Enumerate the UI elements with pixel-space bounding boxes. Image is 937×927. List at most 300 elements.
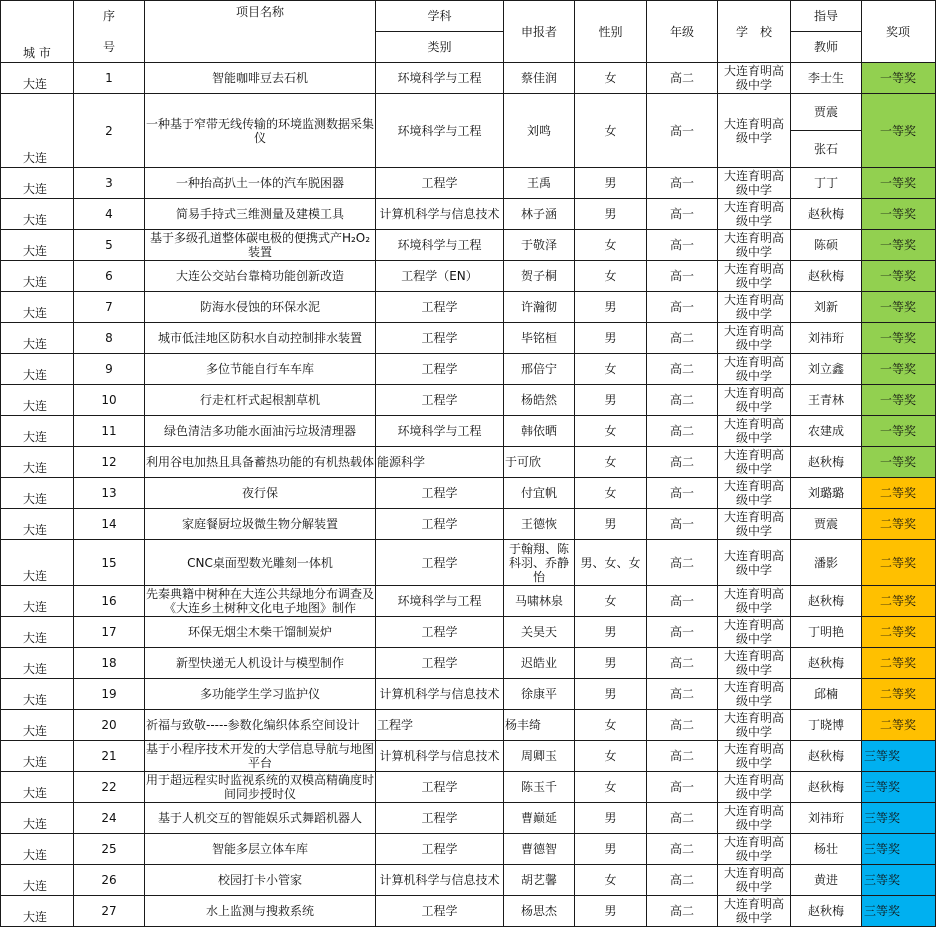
cell-gender: 男 (575, 292, 647, 323)
cell-advisor: 赵秋梅 (791, 261, 862, 292)
table-row (1, 679, 936, 710)
cell-gender: 女 (575, 94, 647, 168)
header-subject-top: 学科 (376, 1, 504, 32)
cell-no: 18 (74, 648, 145, 679)
table-row (1, 834, 936, 865)
cell-school: 大连育明高级中学 (718, 648, 791, 679)
cell-gender: 男 (575, 648, 647, 679)
cell-grade: 高二 (647, 416, 718, 447)
cell-city: 大连 (1, 540, 74, 586)
table-row (1, 447, 936, 478)
cell-name: 绿色清洁多功能水面油污垃圾清理器 (145, 416, 376, 447)
cell-no: 13 (74, 478, 145, 509)
cell-award: 三等奖 (862, 772, 936, 803)
cell-name: 校园打卡小管家 (145, 865, 376, 896)
cell-gender: 男 (575, 323, 647, 354)
cell-applicant: 许瀚彻 (504, 292, 575, 323)
cell-award: 二等奖 (862, 478, 936, 509)
cell-applicant: 关昊天 (504, 617, 575, 648)
cell-no: 14 (74, 509, 145, 540)
cell-grade: 高一 (647, 478, 718, 509)
cell-advisor: 张石 (791, 131, 862, 168)
cell-city: 大连 (1, 896, 74, 927)
cell-subject: 工程学 (376, 385, 504, 416)
cell-subject: 工程学 (376, 896, 504, 927)
header-gender: 性别 (575, 1, 647, 63)
header-grade: 年级 (647, 1, 718, 63)
cell-gender: 男 (575, 168, 647, 199)
cell-subject: 环境科学与工程 (376, 230, 504, 261)
cell-no: 16 (74, 586, 145, 617)
cell-city: 大连 (1, 94, 74, 168)
table-row (1, 741, 936, 772)
cell-grade: 高二 (647, 354, 718, 385)
table-row (1, 540, 936, 586)
cell-advisor: 丁丁 (791, 168, 862, 199)
cell-city: 大连 (1, 741, 74, 772)
cell-grade: 高一 (647, 199, 718, 230)
cell-award: 二等奖 (862, 509, 936, 540)
cell-gender: 女 (575, 416, 647, 447)
cell-applicant: 杨丰绮 (504, 710, 575, 741)
cell-no: 12 (74, 447, 145, 478)
cell-subject: 工程学 (376, 617, 504, 648)
cell-applicant: 蔡佳润 (504, 63, 575, 94)
table-row (1, 168, 936, 199)
cell-no: 21 (74, 741, 145, 772)
cell-city: 大连 (1, 63, 74, 94)
cell-applicant: 陈玉千 (504, 772, 575, 803)
cell-advisor: 贾震 (791, 94, 862, 131)
cell-subject: 计算机科学与信息技术 (376, 865, 504, 896)
cell-no: 20 (74, 710, 145, 741)
cell-subject: 环境科学与工程 (376, 416, 504, 447)
cell-gender: 男 (575, 803, 647, 834)
cell-no: 10 (74, 385, 145, 416)
cell-grade: 高二 (647, 741, 718, 772)
table-row (1, 896, 936, 927)
cell-award: 三等奖 (862, 803, 936, 834)
cell-name: 智能咖啡豆去石机 (145, 63, 376, 94)
cell-no: 8 (74, 323, 145, 354)
cell-gender: 女 (575, 354, 647, 385)
cell-applicant: 毕铭桓 (504, 323, 575, 354)
cell-no: 15 (74, 540, 145, 586)
cell-name: 多位节能自行车车库 (145, 354, 376, 385)
cell-city: 大连 (1, 586, 74, 617)
cell-award: 三等奖 (862, 896, 936, 927)
cell-advisor: 刘祎珩 (791, 323, 862, 354)
cell-gender: 女 (575, 741, 647, 772)
cell-no: 24 (74, 803, 145, 834)
cell-school: 大连育明高级中学 (718, 261, 791, 292)
cell-award: 一等奖 (862, 385, 936, 416)
cell-applicant: 徐康平 (504, 679, 575, 710)
cell-award: 一等奖 (862, 63, 936, 94)
table-row (1, 292, 936, 323)
table-row (1, 865, 936, 896)
cell-school: 大连育明高级中学 (718, 586, 791, 617)
cell-city: 大连 (1, 803, 74, 834)
cell-city: 大连 (1, 416, 74, 447)
cell-award: 三等奖 (862, 865, 936, 896)
cell-no: 4 (74, 199, 145, 230)
cell-school: 大连育明高级中学 (718, 509, 791, 540)
cell-advisor: 贾震 (791, 509, 862, 540)
cell-name: 简易手持式三维测量及建模工具 (145, 199, 376, 230)
cell-city: 大连 (1, 679, 74, 710)
cell-no: 6 (74, 261, 145, 292)
cell-advisor: 赵秋梅 (791, 447, 862, 478)
cell-subject: 工程学 (376, 772, 504, 803)
cell-applicant: 王禹 (504, 168, 575, 199)
cell-gender: 男 (575, 834, 647, 865)
cell-name: 一种抬高扒土一体的汽车脱困器 (145, 168, 376, 199)
cell-applicant: 于敬泽 (504, 230, 575, 261)
cell-no: 2 (74, 94, 145, 168)
cell-grade: 高一 (647, 617, 718, 648)
cell-applicant: 胡艺馨 (504, 865, 575, 896)
cell-school: 大连育明高级中学 (718, 617, 791, 648)
cell-grade: 高二 (647, 896, 718, 927)
cell-city: 大连 (1, 834, 74, 865)
cell-grade: 高二 (647, 447, 718, 478)
cell-grade: 高二 (647, 385, 718, 416)
cell-subject: 工程学 (376, 540, 504, 586)
cell-applicant: 林子涵 (504, 199, 575, 230)
cell-award: 三等奖 (862, 834, 936, 865)
cell-school: 大连育明高级中学 (718, 199, 791, 230)
cell-gender: 男 (575, 896, 647, 927)
cell-name: 环保无烟尘木柴干馏制炭炉 (145, 617, 376, 648)
cell-award: 二等奖 (862, 710, 936, 741)
cell-school: 大连育明高级中学 (718, 741, 791, 772)
cell-award: 一等奖 (862, 199, 936, 230)
table-row (1, 94, 936, 131)
cell-city: 大连 (1, 168, 74, 199)
cell-no: 19 (74, 679, 145, 710)
cell-city: 大连 (1, 478, 74, 509)
cell-applicant: 于翰翔、陈科羽、乔静怡 (504, 540, 575, 586)
cell-grade: 高一 (647, 509, 718, 540)
cell-grade: 高二 (647, 710, 718, 741)
cell-applicant: 马啸林泉 (504, 586, 575, 617)
cell-name: 家庭餐厨垃圾微生物分解装置 (145, 509, 376, 540)
cell-city: 大连 (1, 772, 74, 803)
table-row (1, 416, 936, 447)
cell-city: 大连 (1, 648, 74, 679)
cell-applicant: 王德恢 (504, 509, 575, 540)
header-seq-top: 序 (74, 1, 145, 32)
cell-no: 25 (74, 834, 145, 865)
cell-gender: 女 (575, 230, 647, 261)
cell-city: 大连 (1, 323, 74, 354)
cell-gender: 女 (575, 865, 647, 896)
cell-school: 大连育明高级中学 (718, 416, 791, 447)
cell-applicant: 邢倍宁 (504, 354, 575, 385)
header-seq-bottom: 号 (74, 32, 145, 63)
cell-no: 27 (74, 896, 145, 927)
cell-school: 大连育明高级中学 (718, 540, 791, 586)
table-row (1, 648, 936, 679)
cell-advisor: 农建成 (791, 416, 862, 447)
cell-name: 基于多级孔道整体碳电极的便携式产H₂O₂装置 (145, 230, 376, 261)
cell-school: 大连育明高级中学 (718, 63, 791, 94)
cell-award: 一等奖 (862, 230, 936, 261)
cell-gender: 男 (575, 199, 647, 230)
cell-name: 多功能学生学习监护仪 (145, 679, 376, 710)
cell-name: 先秦典籍中树种在大连公共绿地分布调查及《大连乡土树种文化电子地图》制作 (146, 587, 375, 615)
cell-gender: 女 (575, 261, 647, 292)
cell-advisor: 刘立鑫 (791, 354, 862, 385)
cell-award: 一等奖 (862, 292, 936, 323)
cell-grade: 高一 (647, 168, 718, 199)
table-row (1, 478, 936, 509)
cell-applicant: 贺子桐 (504, 261, 575, 292)
cell-name: 大连公交站台靠椅功能创新改造 (145, 261, 376, 292)
cell-no: 1 (74, 63, 145, 94)
cell-subject: 工程学 (376, 292, 504, 323)
cell-city: 大连 (1, 509, 74, 540)
cell-city: 大连 (1, 617, 74, 648)
cell-school: 大连育明高级中学 (718, 230, 791, 261)
cell-name: 利用谷电加热且具备蓄热功能的有机热载体 (145, 447, 376, 478)
cell-no: 11 (74, 416, 145, 447)
cell-subject: 工程学 (376, 354, 504, 385)
header-subject-bottom: 类别 (376, 32, 504, 63)
cell-award: 一等奖 (862, 416, 936, 447)
cell-city: 大连 (1, 385, 74, 416)
cell-applicant: 韩依晒 (504, 416, 575, 447)
cell-no: 7 (74, 292, 145, 323)
cell-school: 大连育明高级中学 (718, 896, 791, 927)
cell-grade: 高一 (647, 772, 718, 803)
table-row (1, 509, 936, 540)
cell-advisor: 潘影 (791, 540, 862, 586)
cell-gender: 女 (575, 478, 647, 509)
table-row (1, 710, 936, 741)
table-row (1, 230, 936, 261)
cell-gender: 女 (575, 772, 647, 803)
header-project: 项目名称 (145, 1, 376, 63)
cell-subject: 工程学 (376, 648, 504, 679)
cell-name: 夜行保 (145, 478, 376, 509)
cell-city: 大连 (1, 447, 74, 478)
cell-award: 三等奖 (862, 741, 936, 772)
table-row (1, 63, 936, 94)
cell-award: 二等奖 (862, 540, 936, 586)
cell-school: 大连育明高级中学 (718, 168, 791, 199)
cell-subject: 环境科学与工程 (376, 63, 504, 94)
cell-advisor: 杨壮 (791, 834, 862, 865)
cell-applicant: 迟皓业 (504, 648, 575, 679)
cell-advisor: 刘祎珩 (791, 803, 862, 834)
cell-school: 大连育明高级中学 (718, 292, 791, 323)
cell-gender: 女 (575, 586, 647, 617)
cell-applicant: 于可欣 (504, 447, 575, 478)
cell-name: 城市低洼地区防积水自动控制排水装置 (145, 323, 376, 354)
cell-subject: 计算机科学与信息技术 (376, 741, 504, 772)
cell-grade: 高一 (647, 230, 718, 261)
cell-award: 二等奖 (862, 586, 936, 617)
header-award: 奖项 (862, 1, 936, 63)
cell-subject: 计算机科学与信息技术 (376, 199, 504, 230)
cell-applicant: 曹德智 (504, 834, 575, 865)
cell-advisor: 黄进 (791, 865, 862, 896)
cell-name: 智能多层立体车库 (145, 834, 376, 865)
cell-award: 一等奖 (862, 168, 936, 199)
cell-name: 水上监测与搜救系统 (145, 896, 376, 927)
cell-city: 大连 (1, 261, 74, 292)
cell-name: 行走杠杆式起根割草机 (145, 385, 376, 416)
cell-school: 大连育明高级中学 (718, 679, 791, 710)
cell-grade: 高二 (647, 803, 718, 834)
cell-advisor: 赵秋梅 (791, 772, 862, 803)
cell-award: 一等奖 (862, 94, 936, 168)
cell-gender: 男 (575, 385, 647, 416)
cell-grade: 高二 (647, 834, 718, 865)
header-row-bottom (1, 32, 936, 63)
header-advisor-bottom: 教师 (791, 32, 862, 63)
cell-school: 大连育明高级中学 (718, 834, 791, 865)
cell-advisor: 李士生 (791, 63, 862, 94)
cell-gender: 女 (575, 63, 647, 94)
cell-no: 17 (74, 617, 145, 648)
cell-no: 3 (74, 168, 145, 199)
table-row (1, 261, 936, 292)
cell-grade: 高二 (647, 679, 718, 710)
cell-award: 一等奖 (862, 354, 936, 385)
cell-gender: 女 (575, 447, 647, 478)
cell-name: 用于超远程实时监视系统的双模高精确度时间同步授时仪 (146, 773, 375, 801)
header-advisor-top: 指导 (791, 1, 862, 32)
cell-school: 大连育明高级中学 (718, 447, 791, 478)
cell-name: CNC桌面型数光雕刻一体机 (145, 540, 376, 586)
cell-advisor: 王青林 (791, 385, 862, 416)
cell-grade: 高一 (647, 586, 718, 617)
cell-city: 大连 (1, 292, 74, 323)
cell-subject: 工程学 (376, 168, 504, 199)
table-row (1, 803, 936, 834)
cell-advisor: 刘璐璐 (791, 478, 862, 509)
cell-subject: 计算机科学与信息技术 (376, 679, 504, 710)
cell-subject: 能源科学 (376, 447, 504, 478)
cell-subject: 工程学（EN） (376, 261, 504, 292)
cell-gender: 男 (575, 509, 647, 540)
table-row (1, 199, 936, 230)
cell-subject: 环境科学与工程 (376, 586, 504, 617)
cell-gender: 男 (575, 679, 647, 710)
cell-advisor: 丁明艳 (791, 617, 862, 648)
cell-grade: 高一 (647, 292, 718, 323)
cell-gender: 男 (575, 617, 647, 648)
cell-grade: 高二 (647, 63, 718, 94)
cell-award: 二等奖 (862, 617, 936, 648)
cell-advisor: 赵秋梅 (791, 586, 862, 617)
cell-city: 大连 (1, 710, 74, 741)
cell-no: 5 (74, 230, 145, 261)
cell-school: 大连育明高级中学 (718, 94, 791, 168)
cell-advisor: 赵秋梅 (791, 896, 862, 927)
cell-award: 一等奖 (862, 261, 936, 292)
cell-gender: 女 (575, 710, 647, 741)
cell-grade: 高一 (647, 261, 718, 292)
cell-subject: 工程学 (376, 509, 504, 540)
cell-award: 一等奖 (862, 323, 936, 354)
cell-subject: 工程学 (376, 834, 504, 865)
cell-school: 大连育明高级中学 (718, 865, 791, 896)
cell-grade: 高二 (647, 865, 718, 896)
table-row (1, 385, 936, 416)
cell-advisor: 刘新 (791, 292, 862, 323)
cell-grade: 高二 (647, 648, 718, 679)
cell-name: 新型快递无人机设计与模型制作 (145, 648, 376, 679)
cell-award: 一等奖 (862, 447, 936, 478)
cell-city: 大连 (1, 865, 74, 896)
cell-grade: 高一 (647, 94, 718, 168)
cell-school: 大连育明高级中学 (718, 478, 791, 509)
cell-advisor: 赵秋梅 (791, 648, 862, 679)
cell-advisor: 赵秋梅 (791, 199, 862, 230)
cell-name: 基于小程序技术开发的大学信息导航与地图平台 (146, 742, 375, 770)
table-row (1, 772, 936, 803)
cell-grade: 高二 (647, 540, 718, 586)
cell-name: 祈福与致敬-----参数化编织体系空间设计 (145, 710, 376, 741)
cell-applicant: 曹巅延 (504, 803, 575, 834)
cell-name: 基于人机交互的智能娱乐式舞蹈机器人 (145, 803, 376, 834)
cell-advisor: 陈硕 (791, 230, 862, 261)
cell-name: 防海水侵蚀的环保水泥 (145, 292, 376, 323)
cell-subject: 工程学 (376, 478, 504, 509)
cell-no: 22 (74, 772, 145, 803)
cell-subject: 工程学 (376, 803, 504, 834)
table-row (1, 323, 936, 354)
header-school: 学 校 (718, 1, 791, 63)
header-row-top (1, 1, 936, 32)
table-row (1, 617, 936, 648)
cell-city: 大连 (1, 230, 74, 261)
cell-award: 二等奖 (862, 679, 936, 710)
cell-advisor: 邱楠 (791, 679, 862, 710)
cell-school: 大连育明高级中学 (718, 323, 791, 354)
table-row (1, 586, 936, 617)
header-applicant: 申报者 (504, 1, 575, 63)
cell-applicant: 刘鸣 (504, 94, 575, 168)
cell-city: 大连 (1, 199, 74, 230)
cell-school: 大连育明高级中学 (718, 772, 791, 803)
table-row (1, 354, 936, 385)
cell-applicant: 周卿玉 (504, 741, 575, 772)
cell-school: 大连育明高级中学 (718, 385, 791, 416)
cell-applicant: 杨皓然 (504, 385, 575, 416)
cell-applicant: 付宜帆 (504, 478, 575, 509)
cell-subject: 环境科学与工程 (376, 94, 504, 168)
cell-award: 二等奖 (862, 648, 936, 679)
cell-city: 大连 (1, 354, 74, 385)
cell-no: 9 (74, 354, 145, 385)
cell-subject: 工程学 (376, 323, 504, 354)
cell-gender: 男、女、女 (575, 540, 647, 586)
cell-advisor: 丁晓博 (791, 710, 862, 741)
cell-applicant: 杨思杰 (504, 896, 575, 927)
cell-school: 大连育明高级中学 (718, 803, 791, 834)
cell-school: 大连育明高级中学 (718, 710, 791, 741)
cell-subject: 工程学 (376, 710, 504, 741)
cell-school: 大连育明高级中学 (718, 354, 791, 385)
cell-advisor: 赵秋梅 (791, 741, 862, 772)
cell-no: 26 (74, 865, 145, 896)
header-city: 城 市 (1, 1, 74, 63)
